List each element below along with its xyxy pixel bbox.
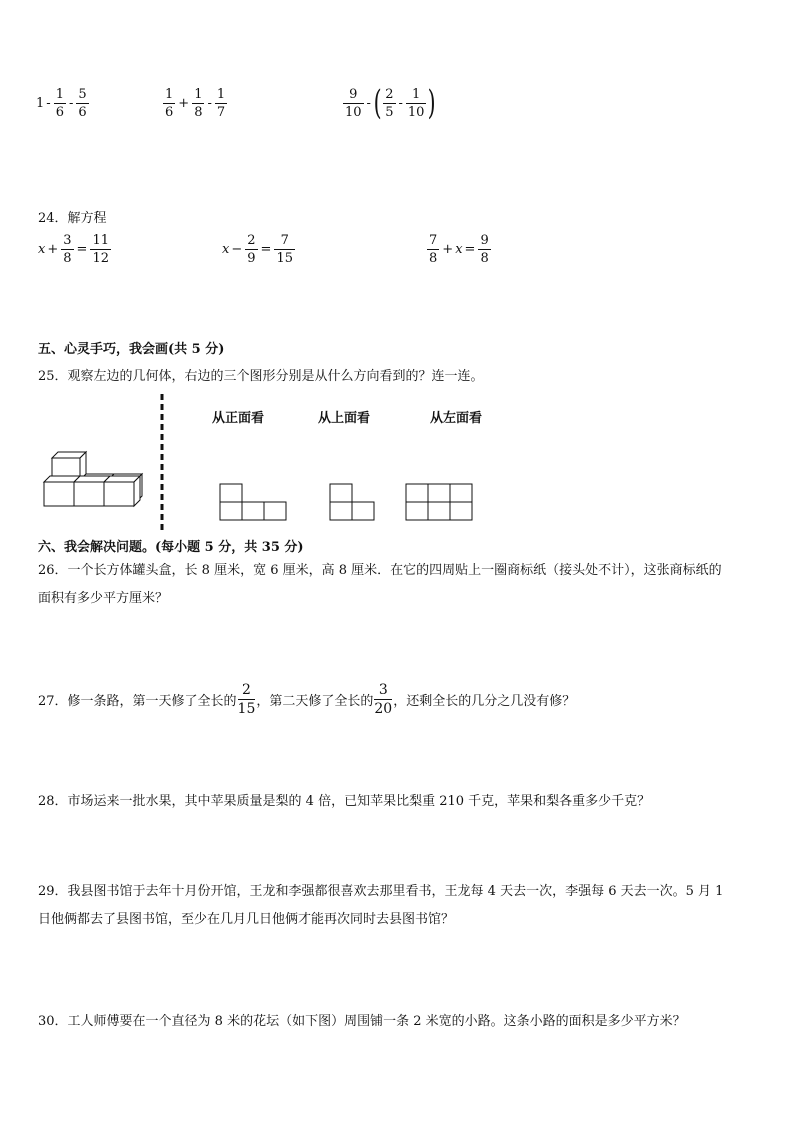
calc-expression-1 — [36, 88, 90, 119]
label-top-view: 从上面看 — [318, 411, 371, 426]
section-6-heading: 六、我会解决问题。(每小题 5 分，共 35 分) — [38, 540, 304, 555]
fraction: $\frac{7}{8}$ — [429, 233, 438, 266]
fraction: $\frac{3}{8}$ — [63, 233, 72, 266]
equation-3: $\frac{7}{8}$ + x = $\frac{9}{8}$ — [429, 233, 489, 266]
operator: - — [68, 96, 74, 111]
fraction: $\frac{1}{6}$ — [165, 87, 174, 120]
question-25-text: 25．观察左边的几何体，右边的三个图形分别是从什么方向看到的？连一连。 — [38, 369, 484, 384]
fraction: $\frac{1}{8}$ — [194, 87, 203, 120]
fraction: $\frac{5}{6}$ — [78, 87, 87, 120]
question-30: 30．工人师傅要在一个直径为 8 米的花坛（如下图）周围铺一条 2 米宽的小路。这条小路的面积是多少平方米？ — [38, 1014, 686, 1029]
fraction: $\frac{7}{15}$ — [276, 233, 293, 266]
operator: - — [398, 95, 403, 111]
question-27: 27．修一条路，第一天修了全长的 $\frac{2}{15}$ ，第二天修了全长的 $\frac{3}{20}$ ，还剩全长的几分之几没有修？ — [38, 682, 576, 717]
fraction: $\frac{1}{7}$ — [216, 87, 226, 120]
front-view-shape — [220, 484, 286, 520]
calc-expression-2 — [162, 88, 228, 119]
operator: + — [178, 96, 190, 111]
question-26 — [38, 557, 760, 613]
fraction: $\frac{2}{9}$ — [247, 233, 256, 266]
operator: - — [46, 96, 51, 111]
fraction: $\frac{1}{10}$ — [407, 86, 425, 120]
right-paren: ) — [428, 83, 437, 123]
top-view-shape — [330, 484, 374, 520]
geometric-solid — [44, 452, 142, 506]
calc-expression-3 — [342, 83, 437, 123]
operator: - — [207, 96, 212, 111]
question-28: 28．市场运来一批水果，其中苹果质量是梨的 4 倍，已知苹果比梨重 210 千克，苹果和梨各重多少千克？ — [38, 794, 651, 809]
question-29-line-1: 29．我县图书馆于去年十月份开馆，王龙和李强都很喜欢去那里看书，王龙每 4 天去一次，李强每 6 天去一次。5 月 1 — [38, 884, 724, 899]
question-29 — [38, 878, 760, 934]
fraction: $\frac{11}{12}$ — [92, 233, 109, 266]
fraction: $\frac{9}{10}$ — [345, 86, 362, 120]
left-view-shape — [406, 484, 472, 520]
question-26-line-2: 面积有多少平方厘米？ — [38, 591, 169, 606]
expr-number: 1 — [36, 96, 45, 111]
question-29-line-2: 日他俩都去了县图书馆，至少在几月几日他俩才能再次同时去县图书馆？ — [38, 912, 455, 927]
question-26-line-1: 26．一个长方体罐头盒，长 8 厘米，宽 6 厘米，高 8 厘米．在它的四周贴上一圈商标纸（接头处不计），这张商标纸的 — [38, 563, 722, 578]
equation-1: x + $\frac{3}{8}$ = $\frac{11}{12}$ — [38, 233, 109, 266]
equation-2: x − $\frac{2}{9}$ = $\frac{7}{15}$ — [222, 233, 293, 266]
fraction: $\frac{2}{5}$ — [385, 86, 394, 120]
fraction: $\frac{1}{6}$ — [55, 87, 64, 120]
fraction: $\frac{3}{20}$ — [374, 682, 393, 717]
operator: - — [366, 95, 371, 111]
section-5-heading: 五、心灵手巧，我会画(共 5 分) — [38, 342, 225, 357]
label-front-view: 从正面看 — [212, 411, 265, 426]
fraction: $\frac{9}{8}$ — [480, 233, 489, 266]
label-left-view: 从左面看 — [430, 411, 483, 426]
left-paren: ( — [373, 83, 382, 123]
question-24-title: 24．解方程 — [38, 211, 107, 226]
fraction: $\frac{2}{15}$ — [237, 682, 256, 717]
